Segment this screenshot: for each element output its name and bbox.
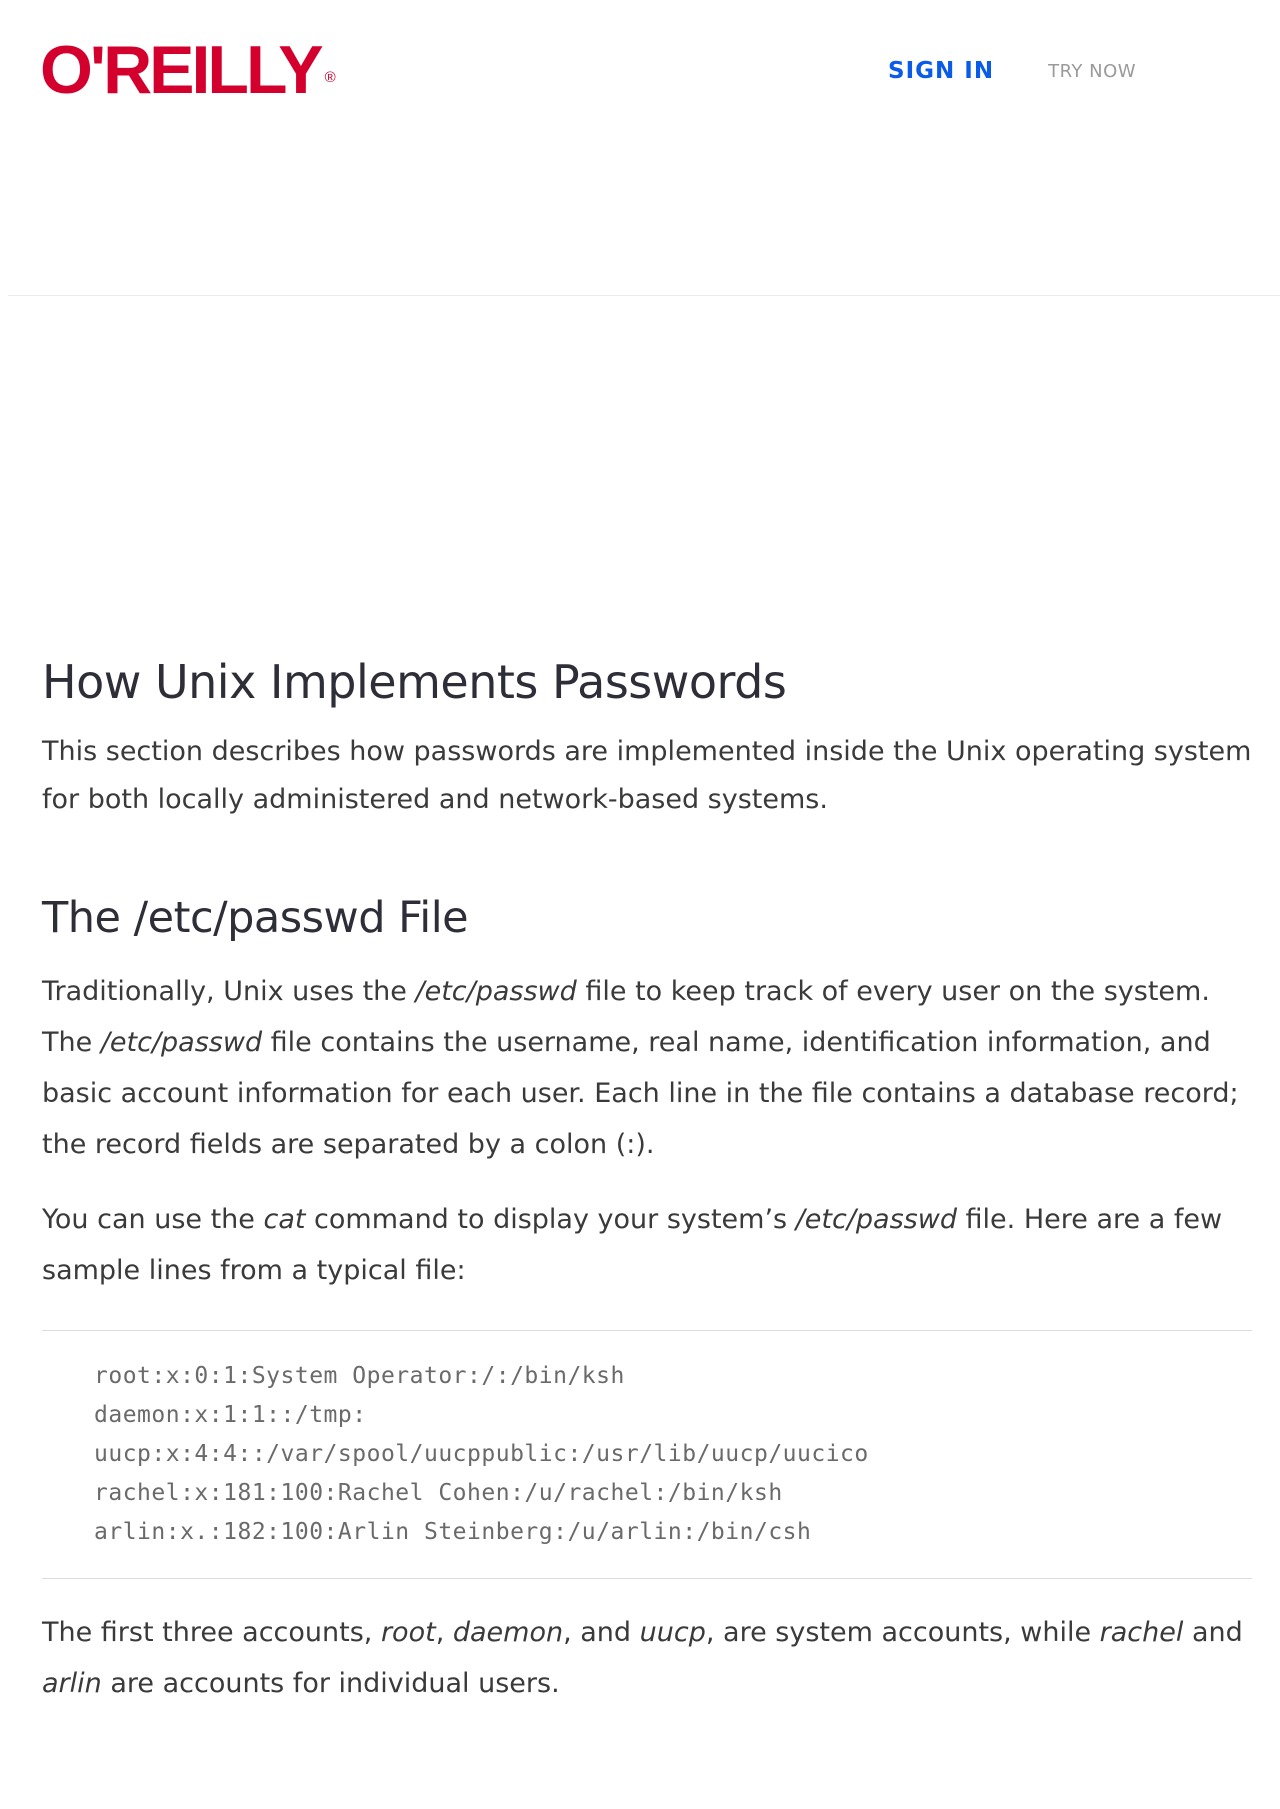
text-run: and — [1183, 1617, 1243, 1648]
logo-text: O'REILLY — [40, 32, 321, 108]
code-line: root:x:0:1:System Operator:/:/bin/ksh — [94, 1363, 625, 1389]
code-block — [42, 1330, 1252, 1579]
text-run: Traditionally, Unix uses the — [42, 976, 416, 1007]
command-name: cat — [263, 1204, 306, 1235]
header-divider — [8, 295, 1280, 296]
account-name: rachel — [1099, 1617, 1184, 1648]
accounts-paragraph — [42, 1607, 1252, 1709]
file-path: /etc/passwd — [100, 1027, 263, 1058]
file-path: /etc/passwd — [415, 976, 577, 1007]
file-path: /etc/passwd — [795, 1204, 957, 1235]
try-now-link[interactable]: TRY NOW — [1048, 60, 1137, 82]
article-content — [42, 650, 1252, 1709]
code-line: daemon:x:1:1::/tmp: — [94, 1402, 367, 1428]
text-run: file to keep track of every user on the system. The — [42, 976, 1210, 1058]
text-run: You can use the — [42, 1204, 264, 1235]
account-name: root — [380, 1617, 436, 1648]
cat-command-paragraph — [42, 1194, 1252, 1296]
text-run: , and — [563, 1617, 640, 1648]
account-name: uucp — [639, 1617, 706, 1648]
site-header — [0, 0, 1280, 296]
article-title: How Unix Implements Passwords — [42, 655, 787, 709]
code-line: rachel:x:181:100:Rachel Cohen:/u/rachel:/bin/ksh — [94, 1480, 783, 1506]
sign-in-link[interactable]: SIGN IN — [888, 58, 995, 84]
text-run: , — [435, 1617, 453, 1648]
code-line: uucp:x:4:4::/var/spool/uucppublic:/usr/lib/uucp/uucico — [94, 1441, 869, 1467]
account-name: daemon — [452, 1617, 564, 1648]
intro-paragraph: This section describes how passwords are implemented inside the Unix operating system for both locally administered and network-based systems. — [42, 736, 1252, 815]
account-name: arlin — [42, 1668, 102, 1699]
passwd-description-paragraph — [42, 966, 1252, 1170]
text-run: file. Here are a few sample lines from a typical file: — [42, 1204, 1223, 1286]
oreilly-logo[interactable] — [40, 32, 336, 108]
code-line: arlin:x.:182:100:Arlin Steinberg:/u/arlin:/bin/csh — [94, 1519, 812, 1545]
text-run: are accounts for individual users. — [101, 1668, 560, 1699]
text-run: command to display your system’s — [305, 1204, 796, 1235]
registered-mark: ® — [324, 69, 336, 86]
header-nav — [888, 58, 1136, 84]
text-run: , are system accounts, while — [705, 1617, 1100, 1648]
section-title: The /etc/passwd File — [42, 893, 469, 943]
text-run: The first three accounts, — [42, 1617, 381, 1648]
text-run: file contains the username, real name, identification information, and basic account information for each user. Each line in the file contains a database record; the record fields are separated by a colon (:). — [42, 1027, 1239, 1160]
